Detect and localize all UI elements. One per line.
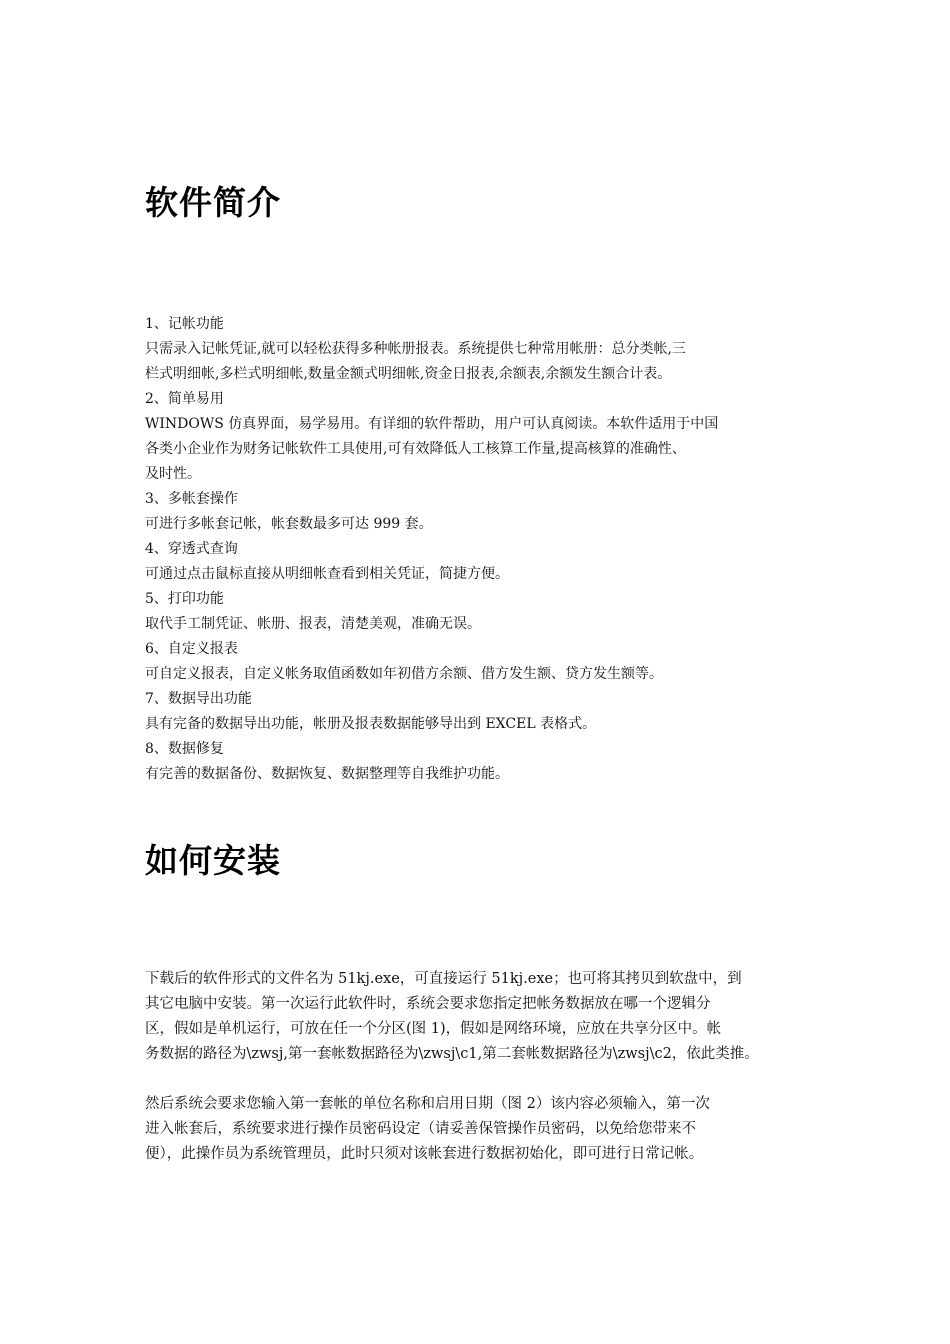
feature-text-4: 可通过点击鼠标直接从明细帐查看到相关凭证，简捷方便。 xyxy=(145,566,509,582)
install-p1-line: 区，假如是单机运行，可放在任一个分区(图 1)，假如是网络环境，应放在共享分区中。帐 xyxy=(145,1021,722,1037)
feature-text-2b: 各类小企业作为财务记帐软件工具使用,可有效降低人工核算工作量,提高核算的准确性、 xyxy=(145,441,686,457)
feature-title-7: 7、数据导出功能 xyxy=(145,691,252,707)
feature-text-2a: WINDOWS 仿真界面，易学易用。有详细的软件帮助，用户可认真阅读。本软件适用于中国 xyxy=(145,416,719,432)
feature-text-5: 取代手工制凭证、帐册、报表，清楚美观，准确无误。 xyxy=(145,616,481,632)
feature-list xyxy=(145,312,815,787)
feature-title-6: 6、自定义报表 xyxy=(145,641,238,657)
feature-title-2: 2、简单易用 xyxy=(145,391,224,407)
feature-title-3: 3、多帐套操作 xyxy=(145,491,238,507)
feature-text-2c: 及时性。 xyxy=(145,466,201,482)
feature-title-4: 4、穿透式查询 xyxy=(145,541,238,557)
feature-text-1b: 栏式明细帐,多栏式明细帐,数量金额式明细帐,资金日报表,余额表,余额发生额合计表。 xyxy=(145,366,672,382)
feature-text-3: 可进行多帐套记帐，帐套数最多可达 999 套。 xyxy=(145,516,433,532)
feature-text-8: 有完善的数据备份、数据恢复、数据整理等自我维护功能。 xyxy=(145,766,509,782)
install-p1-line: 下载后的软件形式的文件名为 51kj.exe，可直接运行 51kj.exe；也可将其拷贝到软盘中，到 xyxy=(145,971,742,987)
install-p2-line: 便），此操作员为系统管理员，此时只须对该帐套进行数据初始化，即可进行日常记帐。 xyxy=(145,1146,704,1162)
install-p2-line: 进入帐套后，系统要求进行操作员密码设定（请妥善保管操作员密码，以免给您带来不 xyxy=(145,1121,696,1137)
install-p2-line: 然后系统会要求您输入第一套帐的单位名称和启用日期（图 2）该内容必须输入，第一次 xyxy=(145,1096,710,1112)
feature-text-7: 具有完备的数据导出功能，帐册及报表数据能够导出到 EXCEL 表格式。 xyxy=(145,716,597,732)
feature-title-1: 1、记帐功能 xyxy=(145,316,224,332)
feature-text-6: 可自定义报表，自定义帐务取值函数如年初借方余额、借方发生额、贷方发生额等。 xyxy=(145,666,663,682)
install-paragraph-1 xyxy=(145,967,825,1067)
install-p1-line: 其它电脑中安装。第一次运行此软件时，系统会要求您指定把帐务数据放在哪一个逻辑分 xyxy=(145,996,711,1012)
install-p1-line: 务数据的路径为\zwsj,第一套帐数据路径为\zwsj\c1,第二套帐数据路径为\zwsj\c2，依此类推。 xyxy=(145,1046,759,1062)
feature-title-8: 8、数据修复 xyxy=(145,741,224,757)
feature-text-1a: 只需录入记帐凭证,就可以轻松获得多种帐册报表。系统提供七种常用帐册：总分类帐,三 xyxy=(145,341,686,357)
section-heading-intro: 软件简介 xyxy=(145,183,281,222)
section-heading-install: 如何安装 xyxy=(145,841,281,880)
feature-title-5: 5、打印功能 xyxy=(145,591,224,607)
install-paragraph-2 xyxy=(145,1092,825,1167)
